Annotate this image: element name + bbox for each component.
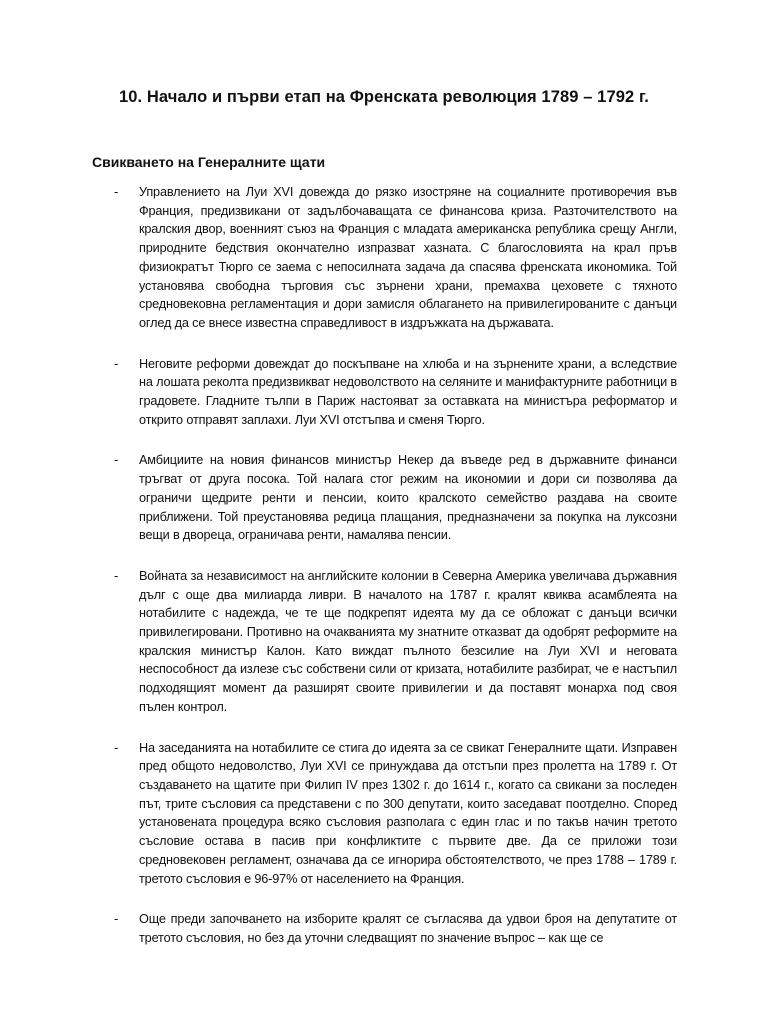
- document-title: 10. Начало и първи етап на Френската революция 1789 – 1792 г.: [119, 88, 649, 106]
- list-item: [0, 183, 768, 333]
- list-item: [0, 355, 768, 430]
- bullet-marker: -: [114, 184, 119, 199]
- paragraph: На заседанията на нотабилите се стига до идеята за се свикат Генералните щати. Изправен пред общото недоволство, Луи XVI се принуждава да отстъпи през пролетта на 1789 г. От създаването на щатите при Филип IV през 1302 г. до 1614 г., когато са свикани за последен път, трите съсловия са представени с по 300 депутати, които заседават поотделно. Според установената процедура всяко съсловия разполага с един глас и по такъв начин третото съсловие остава в пасив при конфликтите с първите две. Да се приложи този средновековен регламент, означава да се игнорира обстоятелството, че през 1788 – 1789 г. третото съсловия е 96-97% от населението на Франция.: [139, 740, 677, 886]
- bullet-marker: -: [114, 567, 119, 583]
- list-item: [0, 451, 768, 545]
- bullet-marker: -: [114, 911, 119, 927]
- bullet-list: [0, 183, 768, 970]
- list-item: [0, 739, 768, 889]
- bullet-marker: -: [114, 355, 119, 371]
- bullet-marker: -: [114, 452, 119, 468]
- list-item: [0, 910, 768, 947]
- paragraph: Войната за независимост на английските колонии в Северна Америка увеличава държавния дълг с още два милиарда ливри. В началото на 1787 г. кралят квиква асамблеята на нотабилите с надежда, че те ще подкрепят идеята му да се обложат с данъци всички привилегировани. Противно на очакванията му знатните отказват да одобрят реформите на кралския министър Калон. Като виждат пълното безсилие на Луи XVI и неговата неспособност да излезе със собствени сили от кризата, нотабилите разбират, че е настъпил подходящият момент да разширят своите привилегии и да поставят монарха под своя пълен контрол.: [139, 568, 677, 714]
- bullet-marker: -: [114, 739, 119, 755]
- paragraph: Неговите реформи довеждат до поскъпване на хлюба и на зърнените храни, а вследствие на лошата реколта предизвикват недоволството на селяните и манифактурните работници в градовете. Гладните тълпи в Париж настояват за оставката на министъра реформатор и открито отправят заплахи. Луи XVI отстъпва и сменя Тюрго.: [139, 356, 677, 427]
- paragraph: Амбициите на новия финансов министър Некер да въведе ред в държавните финанси тръгват от друга посока. Той налага стог режим на икономии и дори си позволява да ограничи щедрите ренти и пенсии, които кралското семейство раздава на своите приближени. Той преустановява редица плащания, предназначени за покупка на луксозни вещи в двореца, ограничава ренти, намалява пенсии.: [139, 453, 677, 543]
- list-item: [0, 567, 768, 717]
- paragraph: Управлението на Луи XVI довежда до рязко изостряне на социалните противоречия във Франция, предизвикани от задълбочаващата се финансова криза. Разточителството на кралския двор, военният съюз на Франция с младата американска република срещу Англи, природните бедствия окончателно изпразват хазната. С благословията на крал пръв физиократът Тюрго се заема с непосилната задача да спасява френската икономика. Той установява свободна търговия със зърнени храни, премахва цеховете с тяхното средновековна регламентация и дори замисля облагането на привилегированите с данъци оглед да се внесе известна справедливост в издръжката на държавата.: [139, 185, 677, 330]
- paragraph: Още преди започването на изборите кралят се съгласява да удвои броя на депутатите от третото съсловия, но без да уточни следващият по значение въпрос – как ще се: [139, 912, 677, 945]
- section-heading: Свикването на Генералните щати: [92, 154, 326, 170]
